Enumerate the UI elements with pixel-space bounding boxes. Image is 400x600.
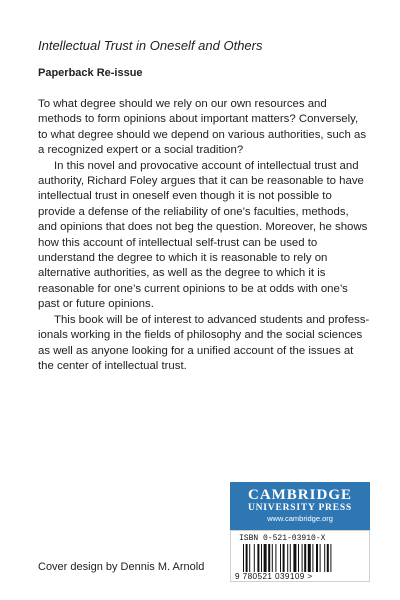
barcode-bar [280,544,281,572]
publisher-logo-block [230,482,370,530]
barcode-bar [324,544,325,572]
barcode-bar [298,544,299,572]
book-title: Intellectual Trust in Oneself and Others [38,38,263,53]
isbn-label: ISBN 0-521-03910-X [239,534,326,543]
barcode-bar [249,544,250,572]
barcode-bar [308,544,311,572]
barcode-bar [330,544,331,572]
barcode-bar [293,544,296,572]
cover-credit: Cover design by Dennis M. Arnold [38,561,205,573]
edition-label: Paperback Re-issue [38,67,143,79]
barcode-bar [304,544,306,572]
barcode-bar [261,544,262,572]
barcode-icon [243,544,359,572]
blurb-paragraph: This book will be of interest to advanced students and profess-ionals working in the fields of philosophy and the social sciences as well as anyone looking for a unified account of the issues at the center of intellectual trust. [38,313,370,372]
barcode-bar [287,544,288,572]
barcode-bar [243,544,244,572]
barcode-bar [283,544,285,572]
barcode-panel [230,530,370,582]
blurb-paragraph: To what degree should we rely on our own resources and methods to form opinions about important matters? Conversely, to what degree should we depend on various authorities, such as a recognized expert or a social tradition? [38,98,367,157]
blurb-paragraph: In this novel and provocative account of intellectual trust and authority, Richard Foley argues that it can be reasonable to have intellectual trust in oneself even though it is not possible to provide a defense of the reliability of one’s faculties, methods, and opinions that does not beg the question. Moreover, he shows how this account of intellectual self-trust can be used to understand the degree to which it is reasonable to rely on alternative authorities, as well as the degree to which it is reasonable for one’s current opinions to be at odds with one’s past or future opinions. [38,159,368,311]
barcode-bar [302,544,303,572]
barcode-bar [246,544,248,572]
barcode-bar [312,544,313,572]
barcode-bar [290,544,291,572]
barcode-bar [264,544,267,572]
publisher-url: www.cambridge.org [267,514,333,523]
barcode-bar [254,544,255,572]
barcode-digits: 9 780521 039109 > [235,572,313,581]
book-blurb [38,97,370,374]
barcode-bar [327,544,329,572]
barcode-bar [268,544,270,572]
barcode-bar [320,544,321,572]
barcode-bar [257,544,259,572]
barcode-bar [272,544,273,572]
barcode-bar [316,544,318,572]
publisher-subname: UNIVERSITY PRESS [247,503,353,513]
barcode-bar [275,544,276,572]
publisher-name: CAMBRIDGE [247,487,352,503]
